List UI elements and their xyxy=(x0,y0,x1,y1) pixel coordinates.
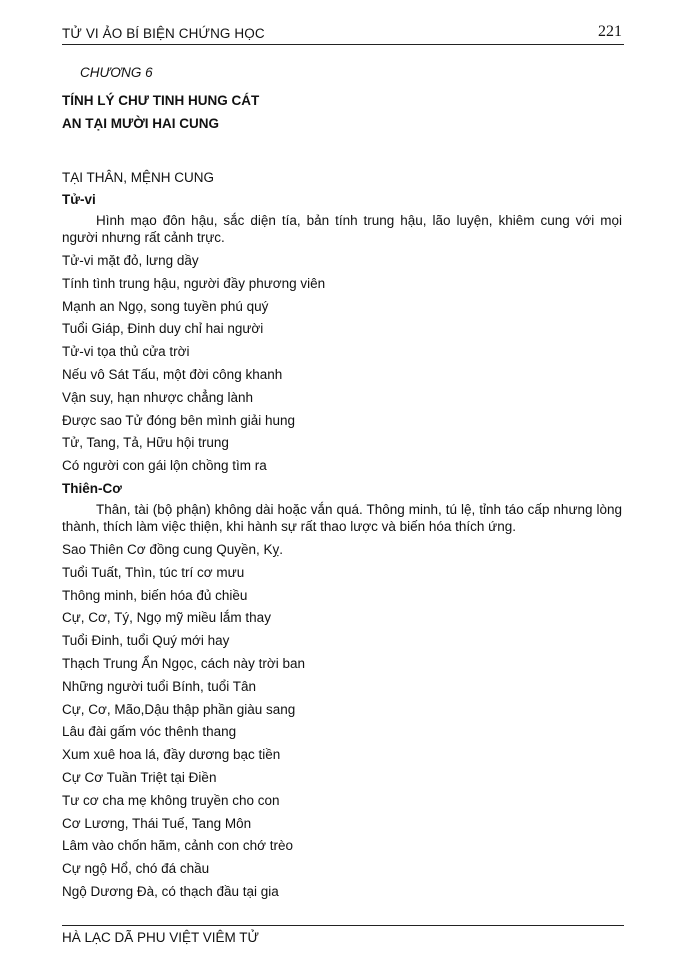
chapter-label: CHƯƠNG 6 xyxy=(80,65,153,80)
page-content xyxy=(62,65,622,904)
chapter-title-line-1: TÍNH LÝ CHƯ TINH HUNG CÁT xyxy=(62,93,260,108)
verse-line: Vận suy, hạn nhược chẳng lành xyxy=(62,389,254,405)
footer-author: HÀ LẠC DÃ PHU VIỆT VIÊM TỬ xyxy=(62,930,260,945)
verse-line: Thạch Trung Ẩn Ngọc, cách này trời ban xyxy=(62,655,305,671)
verse-line: Tuổi Giáp, Đinh duy chỉ hai người xyxy=(62,321,264,337)
verse-line: Nếu vô Sát Tấu, một đời công khanh xyxy=(62,366,283,382)
verse-line: Tử-vi tọa thủ cửa trời xyxy=(62,344,190,360)
verse-line: Xum xuê hoa lá, đầy dương bạc tiền xyxy=(62,747,281,763)
tu-vi-description: Hình mạo đôn hậu, sắc diện tía, bản tính trung hậu, lão luyện, khiêm cung với mọi người nhưng rất cảnh trực. xyxy=(62,213,622,245)
verse-line: Tử, Tang, Tả, Hữu hội trung xyxy=(62,435,229,451)
verse-line: Sao Thiên Cơ đồng cung Quyền, Kỵ. xyxy=(62,541,283,557)
page-header xyxy=(62,23,624,45)
verse-line: Cự ngộ Hổ, chó đá chầu xyxy=(62,861,210,877)
verse-line: Cự Cơ Tuần Triệt tại Điền xyxy=(62,769,217,785)
verse-line: Cự, Cơ, Mão,Dậu thập phần giàu sang xyxy=(62,701,296,717)
verse-line: Ngộ Dương Đà, có thạch đầu tại gia xyxy=(62,883,279,899)
verse-line: Cơ Lương, Thái Tuế, Tang Môn xyxy=(62,815,252,831)
book-title: TỬ VI ẢO BÍ BIỆN CHỨNG HỌC xyxy=(62,26,265,41)
verse-line: Tuổi Tuất, Thìn, túc trí cơ mưu xyxy=(62,564,245,580)
verse-line: Tuổi Đinh, tuổi Quý mới hay xyxy=(62,633,230,649)
thien-co-heading: Thiên-Cơ xyxy=(62,480,122,496)
verse-line: Lâm vào chốn hãm, cảnh con chớ trèo xyxy=(62,838,293,854)
chapter-title-line-2: AN TẠI MƯỜI HAI CUNG xyxy=(62,116,219,131)
tu-vi-heading: Tử-vi xyxy=(62,192,96,207)
verse-line: Mạnh an Ngọ, song tuyền phú quý xyxy=(62,298,269,314)
verse-line: Lâu đài gấm vóc thênh thang xyxy=(62,724,237,740)
page-number: 221 xyxy=(598,23,622,40)
verse-line: Được sao Tử đóng bên mình giải hung xyxy=(62,412,296,428)
verse-line: Thông minh, biến hóa đủ chiều xyxy=(62,587,248,603)
verse-line: Tư cơ cha mẹ không truyền cho con xyxy=(62,792,280,808)
verse-line: Cự, Cơ, Tý, Ngọ mỹ miều lắm thay xyxy=(62,610,271,626)
verse-line: Tính tình trung hậu, người đầy phương viên xyxy=(62,275,326,291)
page-footer xyxy=(62,925,624,947)
verse-line: Những người tuổi Bính, tuổi Tân xyxy=(62,678,257,694)
verse-line: Có người con gái lộn chồng tìm ra xyxy=(62,458,267,474)
verse-line: Tử-vi mặt đỏ, lưng dầy xyxy=(62,253,199,268)
section-title: TẠI THÂN, MỆNH CUNG xyxy=(62,170,215,185)
thien-co-description: Thân, tài (bộ phận) không dài hoặc vắn quá. Thông minh, tú lệ, tỉnh táo cấp nhưng lòng thành, thích làm việc thiện, khi hành sự rất thao lược và biến hóa thích ứng. xyxy=(62,501,622,534)
